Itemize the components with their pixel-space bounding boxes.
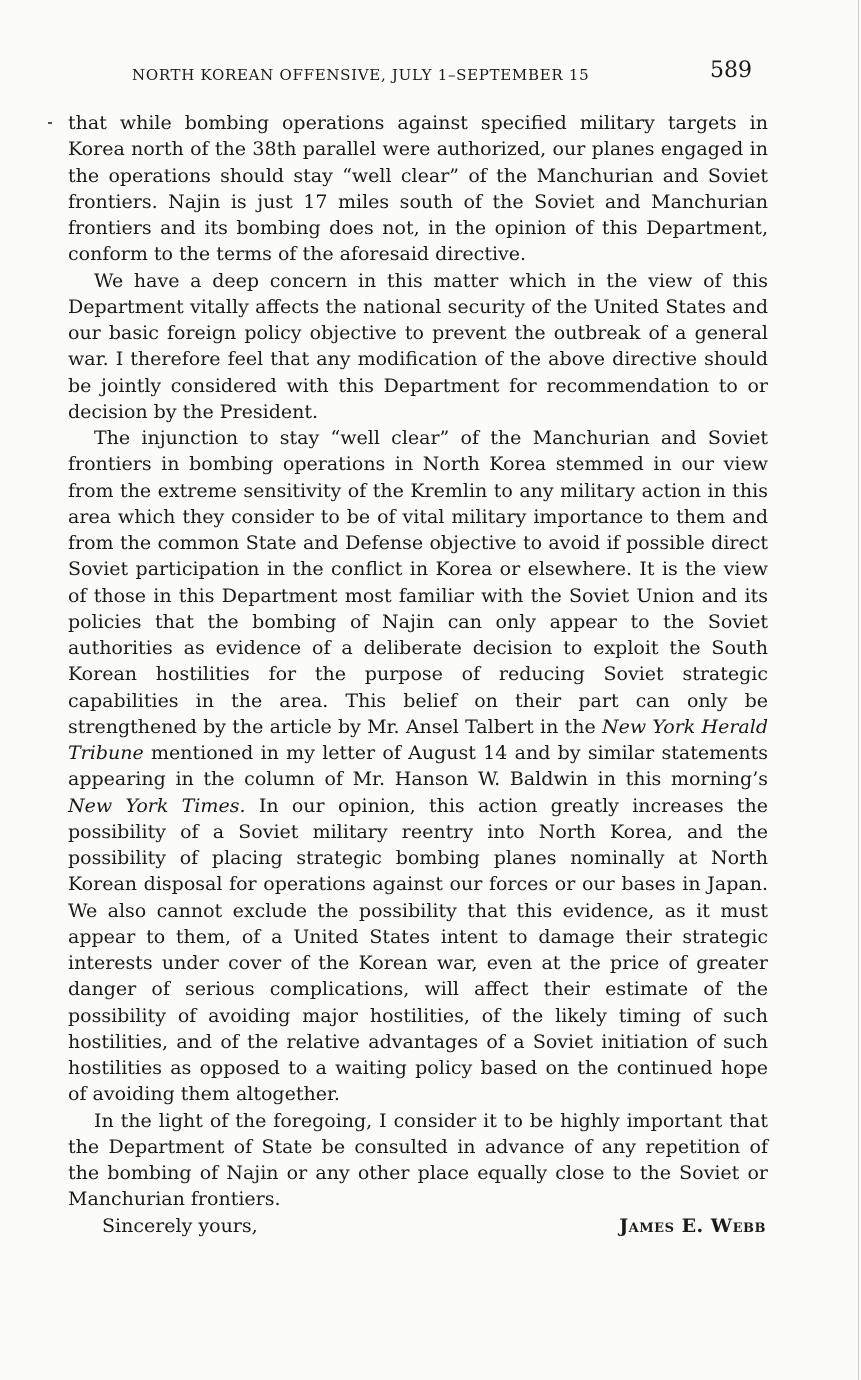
signature: James E. Webb <box>619 1214 766 1237</box>
paragraph-text: that while bombing operations against specified military targets in Korea north of the 38th parallel were authorized, our planes engaged in the operations should stay “well clear” of the Manchurian and Soviet frontiers. Najin is just 17 miles south of the Soviet and Manchurian frontiers and its bombing does not, in the opinion of this Department, conform to the terms of the aforesaid directive. <box>68 112 768 266</box>
margin-mark <box>48 122 52 124</box>
letter-closing <box>68 1213 768 1243</box>
paragraph-text: mentioned in my letter of August 14 and by similar statements appearing in the column of Mr. Hanson W. Baldwin in this morning’s <box>68 742 768 791</box>
page-edge-rule <box>858 0 859 1380</box>
page-number: 589 <box>710 58 752 83</box>
paragraph-4 <box>68 1108 768 1213</box>
newspaper-title: New York Herald Tribune <box>68 715 768 764</box>
paragraph-2 <box>68 268 768 426</box>
paragraph-text: In our opinion, this action greatly increases the possibility of a Soviet military reentry into North Korea, and the possibility of placing strategic bombing planes nominally at North Korean disposal for operations against our forces or our bases in Japan. We also cannot exclude the possibility that this evidence, as it must appear to them, of a United States intent to damage their strategic interests under cover of the Korean war, even at the price of greater danger of serious complications, will affect their estimate of the possibility of avoiding major hostilities, of the likely timing of such hostilities, and of the relative advantages of a Soviet initiation of such hostilities as opposed to a waiting policy based on the continued hope of avoiding them altogether. <box>68 794 768 1106</box>
paragraph-3 <box>68 425 768 1108</box>
page-header <box>0 58 861 88</box>
paragraph-text: We have a deep concern in this matter which in the view of this Department vitally affects the national security of the United States and our basic foreign policy objective to prevent the outbreak of a general war. I therefore feel that any modification of the above directive should be jointly considered with this Department for recommendation to or decision by the President. <box>68 269 768 423</box>
paragraph-text: In the light of the foregoing, I consider it to be highly important that the Department of State be consulted in advance of any repetition of the bombing of Najin or any other place equally close to the Soviet or Manchurian frontiers. <box>68 1109 768 1211</box>
letter-body <box>68 110 768 1243</box>
running-head: NORTH KOREAN OFFENSIVE, JULY 1–SEPTEMBER 15 <box>132 66 590 84</box>
newspaper-title: New York Times. <box>68 794 246 817</box>
paragraph-1 <box>68 110 768 268</box>
complimentary-close: Sincerely yours, <box>102 1214 258 1237</box>
paragraph-text: The injunction to stay “well clear” of the Manchurian and Soviet frontiers in bombing operations in North Korea stemmed in our view from the extreme sensitivity of the Kremlin to any military action in this area which they consider to be of vital military importance to them and from the common State and Defense objective to avoid if possible direct Soviet participation in the conflict in Korea or elsewhere. It is the view of those in this Department most familiar with the Soviet Union and its policies that the bombing of Najin can only appear to the Soviet authorities as evidence of a deliberate decision to exploit the South Korean hostilities for the purpose of reducing Soviet strategic capabilities in the area. This belief on their part can only be strengthened by the article by Mr. Ansel Talbert in the <box>68 427 768 738</box>
